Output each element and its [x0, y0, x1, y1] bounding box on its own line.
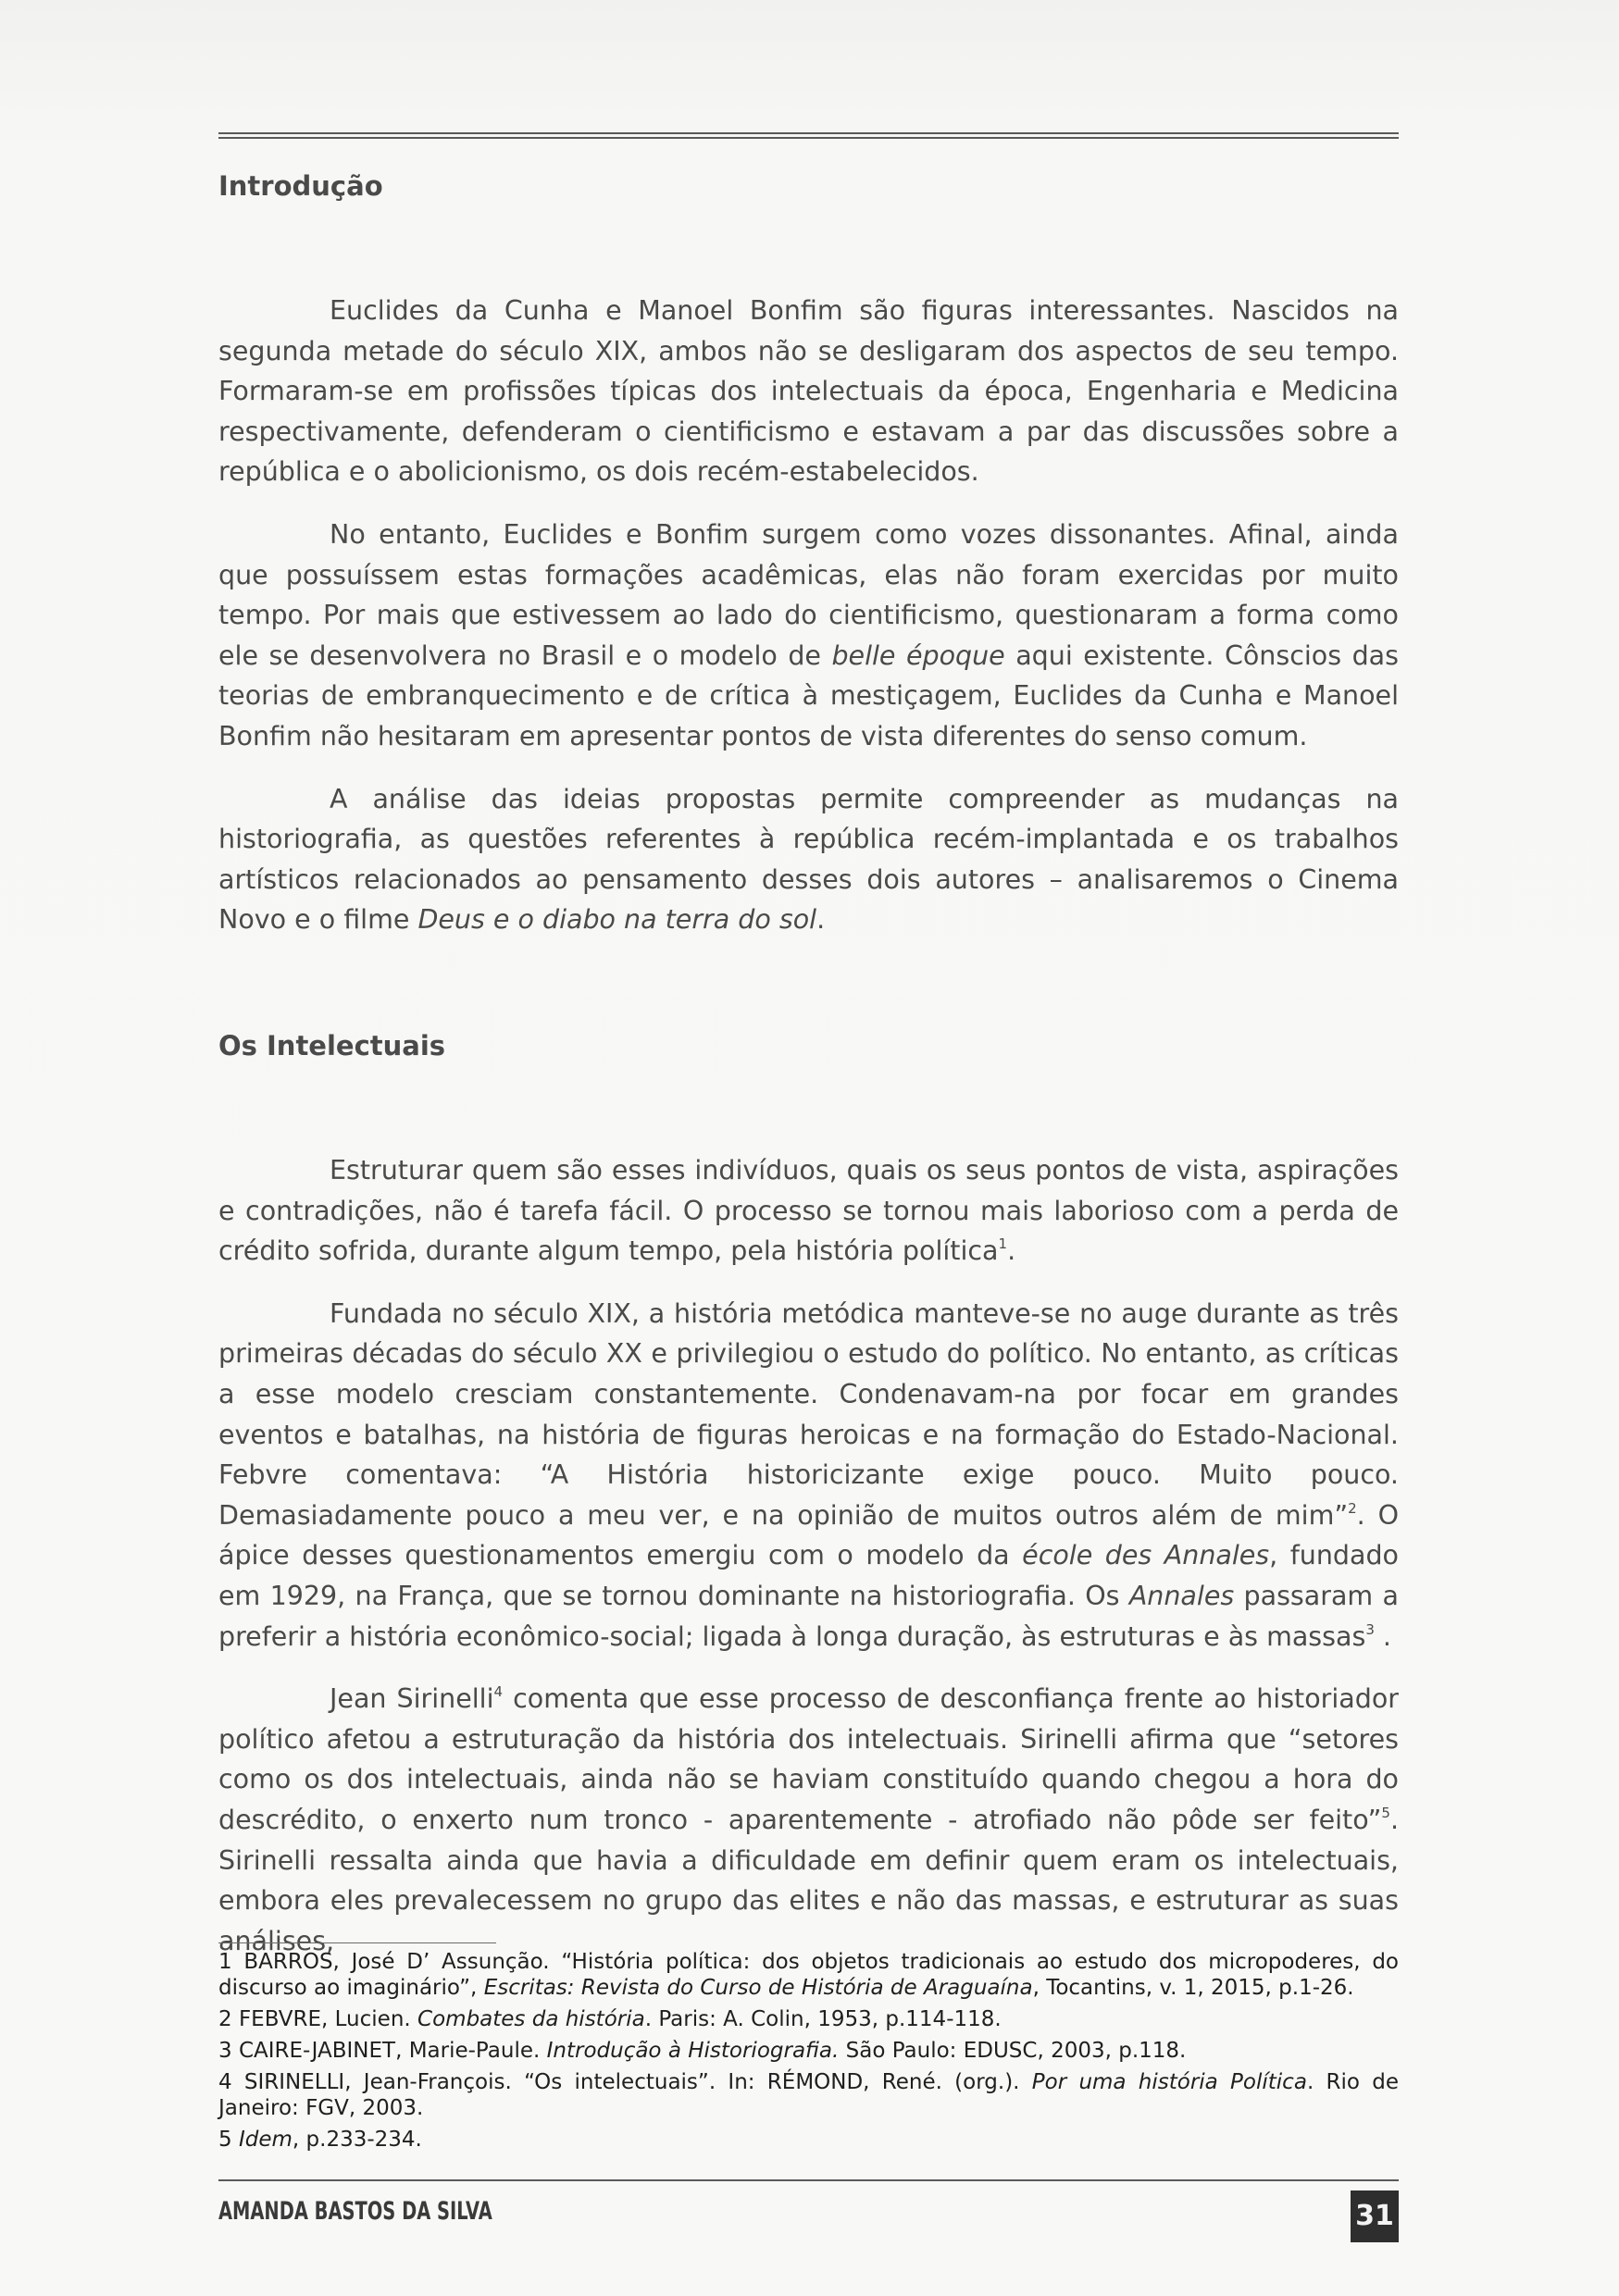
italic-term: belle époque [831, 639, 1005, 671]
italic-term: école des Annales [1022, 1540, 1270, 1571]
footnote-ref: 3 [1365, 1620, 1375, 1638]
footnote-separator [218, 1942, 496, 1943]
footer-author-name: AMANDA BASTOS DA SILVA [218, 2197, 492, 2226]
italic-term: Annales [1128, 1580, 1235, 1611]
header-double-rule [218, 132, 1399, 139]
footnote: 1 BARROS, José D’ Assunção. “História política: dos objetos tradicionais ao estudo dos micropoderes, do discurso ao imaginário”, Escritas: Revista do Curso de História de Araguaína, Tocantins, v. 1, 2015, p.1-26. [218, 1950, 1399, 2000]
footnote: 5 Idem, p.233-234. [218, 2128, 422, 2152]
section-heading-introducao: Introdução [218, 170, 383, 202]
footnotes-list [218, 1949, 1399, 2153]
paragraph: No entanto, Euclides e Bonfim surgem como vozes dissonantes. Afinal, ainda que possuíssem estas formações acadêmicas, elas não foram exercidas por muito tempo. Por mais que estivessem ao lado do cientificismo, questionaram a forma como ele se desenvolvera no Brasil e o modelo de belle époque aqui existente. Cônscios das teorias de embranquecimento e de crítica à mestiçagem, Euclides da Cunha e Manoel Bonfim não hesitaram em apresentar pontos de vista diferentes do senso comum. [218, 518, 1399, 751]
document-page [218, 0, 1399, 2296]
footnote-ref: 1 [998, 1235, 1008, 1253]
paragraph: A análise das ideias propostas permite compreender as mudanças na historiografia, as questões referentes à república recém-implantada e os trabalhos artísticos relacionados ao pensamento desses dois autores – analisaremos o Cinema Novo e o filme Deus e o diabo na terra do sol. [218, 783, 1399, 936]
footnote: 4 SIRINELLI, Jean-François. “Os intelectuais”. In: RÉMOND, René. (org.). Por uma história Política. Rio de Janeiro: FGV, 2003. [218, 2070, 1399, 2120]
paragraph: Fundada no século XIX, a história metódica manteve-se no auge durante as três primeiras décadas do século XX e privilegiou o estudo do político. No entanto, as críticas a esse modelo cresciam constantemente. Condenavam-na por focar em grandes eventos e batalhas, na história de figuras heroicas e na formação do Estado-Nacional. Febvre comentava: “A História historicizante exige pouco. Muito pouco. Demasiadamente pouco a meu ver, e na opinião de muitos outros além de mim”$^2$. O ápice desses questionamentos emergiu com o modelo da école des Annales, fundado em 1929, na França, que se tornou dominante na historiografia. Os Annales passaram a preferir a história econômico-social; ligada à longa duração, às estruturas e às massas$^3$ . [218, 1297, 1399, 1652]
intelectuais-body [218, 1150, 1399, 1961]
paragraph: Euclides da Cunha e Manoel Bonfim são figuras interessantes. Nascidos na segunda metade do século XIX, ambos não se desligaram dos aspectos de seu tempo. Formaram-se em profissões típicas dos intelectuais da época, Engenharia e Medicina respectivamente, defenderam o cientificismo e estavam a par das discussões sobre a república e o abolicionismo, os dois recém-estabelecidos. [218, 295, 1399, 488]
footnote: 3 CAIRE-JABINET, Marie-Paule. Introdução à Historiografia. São Paulo: EDUSC, 2003, p.118. [218, 2039, 1187, 2063]
film-title: Deus e o diabo na terra do sol [417, 904, 817, 936]
introducao-body [218, 291, 1399, 940]
page-number-badge: 31 [1351, 2191, 1399, 2242]
paragraph: Estruturar quem são esses indivíduos, quais os seus pontos de vista, aspirações e contradições, não é tarefa fácil. O processo se tornou mais laborioso com a perda de crédito sofrida, durante algum tempo, pela história política$^1$. [218, 1155, 1399, 1267]
paragraph: Jean Sirinelli$^4$ comenta que esse processo de desconfiança frente ao historiador político afetou a estruturação da história dos intelectuais. Sirinelli afirma que “setores como os dos intelectuais, ainda não se haviam constituído quando chegou a hora do descrédito, o enxerto num tronco - aparentemente - atrofiado não pôde ser feito”$^5$. Sirinelli ressalta ainda que havia a dificuldade em definir quem eram os intelectuais, embora eles prevalecessem no grupo das elites e não das massas, e estruturar as suas análises, [218, 1683, 1399, 1956]
footnote-ref: 4 [493, 1683, 504, 1701]
footer-rule [218, 2179, 1399, 2181]
section-heading-os-intelectuais: Os Intelectuais [218, 1030, 446, 1061]
footnote-ref: 5 [1381, 1804, 1390, 1821]
footnote: 2 FEBVRE, Lucien. Combates da história. Paris: A. Colin, 1953, p.114-118. [218, 2007, 1002, 2031]
footnote-ref: 2 [1348, 1499, 1357, 1517]
